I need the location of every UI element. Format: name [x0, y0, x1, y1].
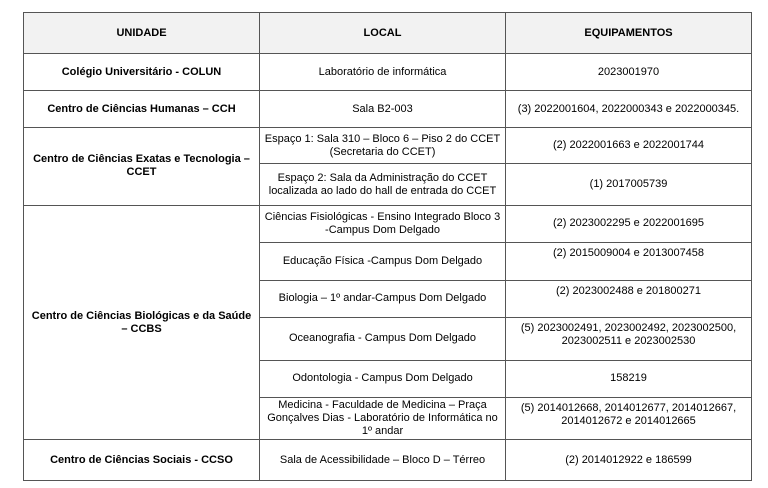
equipment-cell: 158219 — [506, 360, 752, 397]
equipment-cell: (2) 2022001663 e 2022001744 — [506, 127, 752, 163]
unit-cell: Colégio Universitário - COLUN — [24, 54, 260, 91]
local-cell: Sala B2-003 — [260, 91, 506, 127]
table-row — [24, 440, 752, 481]
equipment-cell: (2) 2023002488 e 201800271 — [506, 280, 752, 317]
equipment-cell: (2) 2023002295 e 2022001695 — [506, 205, 752, 242]
equipment-cell: 2023001970 — [506, 54, 752, 91]
unit-cell: Centro de Ciências Biológicas e da Saúde – CCBS — [24, 205, 260, 440]
local-cell: Biologia – 1º andar-Campus Dom Delgado — [260, 280, 506, 317]
equipment-cell: (5) 2014012668, 2014012677, 2014012667, 2014012672 e 2014012665 — [506, 398, 752, 440]
equipment-cell: (2) 2014012922 e 186599 — [506, 440, 752, 481]
local-cell: Oceanografia - Campus Dom Delgado — [260, 318, 506, 360]
local-cell: Ciências Fisiológicas - Ensino Integrado Bloco 3 -Campus Dom Delgado — [260, 205, 506, 242]
table-header-row — [24, 13, 752, 54]
header-equipamentos: EQUIPAMENTOS — [506, 13, 752, 54]
local-cell: Sala de Acessibilidade – Bloco D – Térreo — [260, 440, 506, 481]
unit-cell: Centro de Ciências Humanas – CCH — [24, 91, 260, 127]
unit-cell: Centro de Ciências Exatas e Tecnologia – CCET — [24, 127, 260, 205]
local-cell: Educação Física -Campus Dom Delgado — [260, 243, 506, 280]
unit-cell: Centro de Ciências Sociais - CCSO — [24, 440, 260, 481]
local-cell: Espaço 1: Sala 310 – Bloco 6 – Piso 2 do CCET (Secretaria do CCET) — [260, 127, 506, 163]
table-row — [24, 54, 752, 91]
local-cell: Laboratório de informática — [260, 54, 506, 91]
table-row — [24, 127, 752, 163]
equipment-table — [23, 12, 752, 481]
equipment-cell: (3) 2022001604, 2022000343 e 2022000345. — [506, 91, 752, 127]
equipment-cell: (1) 2017005739 — [506, 164, 752, 205]
header-unidade: UNIDADE — [24, 13, 260, 54]
table-row — [24, 205, 752, 242]
local-cell: Espaço 2: Sala da Administração do CCET localizada ao lado do hall de entrada do CCET — [260, 164, 506, 205]
local-cell: Odontologia - Campus Dom Delgado — [260, 360, 506, 397]
header-local: LOCAL — [260, 13, 506, 54]
table-row — [24, 91, 752, 127]
equipment-cell: (2) 2015009004 e 2013007458 — [506, 243, 752, 280]
equipment-cell: (5) 2023002491, 2023002492, 2023002500, 2023002511 e 2023002530 — [506, 318, 752, 360]
local-cell: Medicina - Faculdade de Medicina – Praça Gonçalves Dias - Laboratório de Informática no 1º andar — [260, 398, 506, 440]
